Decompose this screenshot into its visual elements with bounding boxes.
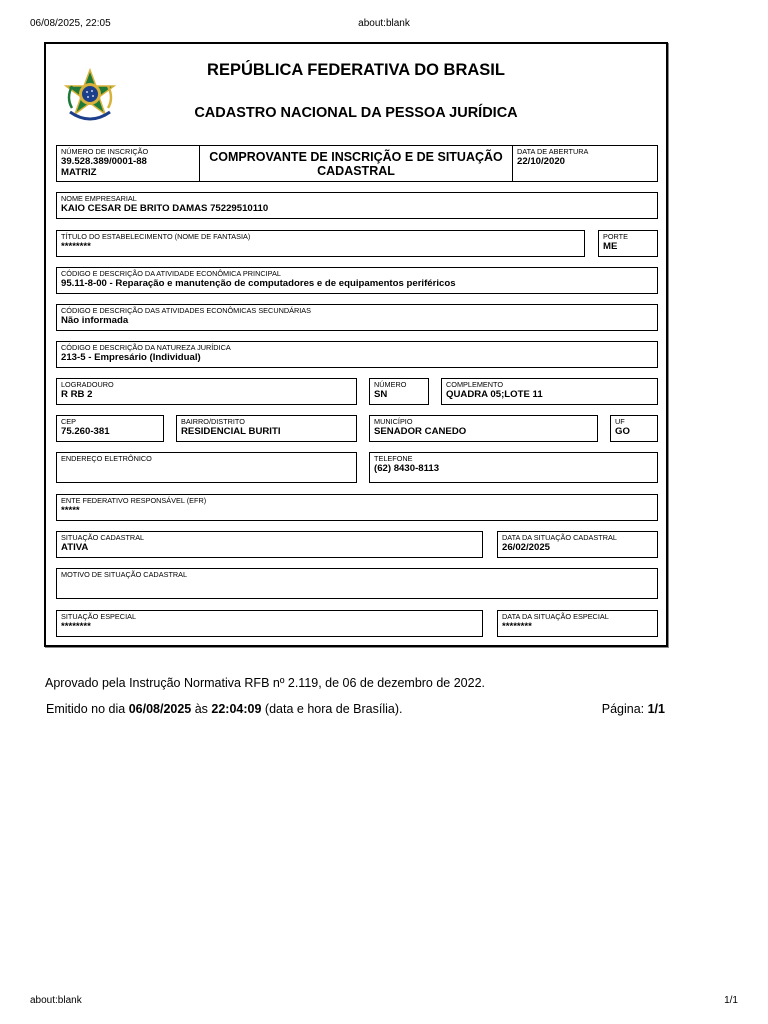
field-label: MUNICÍPIO xyxy=(374,417,413,426)
field-label: ENTE FEDERATIVO RESPONSÁVEL (EFR) xyxy=(61,496,207,505)
field-email xyxy=(56,452,357,483)
field-value: 95.11-8-00 - Reparação e manutenção de computadores e de equipamentos periféricos xyxy=(61,278,456,289)
document-subtitle: CADASTRO NACIONAL DA PESSOA JURÍDICA xyxy=(194,105,518,121)
field-extra: MATRIZ xyxy=(61,167,97,178)
field-value: GO xyxy=(615,426,630,437)
field-label: CÓDIGO E DESCRIÇÃO DA ATIVIDADE ECONÔMICA PRINCIPAL xyxy=(61,269,281,278)
field-value: ATIVA xyxy=(61,542,89,553)
emitted-suffix: (data e hora de Brasília). xyxy=(261,702,403,716)
field-value: KAIO CESAR DE BRITO DAMAS 75229510110 xyxy=(61,203,269,214)
field-value: QUADRA 05;LOTE 11 xyxy=(446,389,543,400)
field-comprovante-title xyxy=(199,145,513,182)
field-porte xyxy=(598,230,658,257)
emitted-at: às xyxy=(191,702,212,716)
field-value: ******** xyxy=(61,241,91,252)
print-header-title: about:blank xyxy=(358,18,410,29)
comprovante-title: COMPROVANTE DE INSCRIÇÃO E DE SITUAÇÃO CADASTRAL xyxy=(209,150,503,178)
field-label: CÓDIGO E DESCRIÇÃO DAS ATIVIDADES ECONÔMICAS SECUNDÁRIAS xyxy=(61,306,312,315)
field-value: Não informada xyxy=(61,315,129,326)
field-label: TÍTULO DO ESTABELECIMENTO (NOME DE FANTASIA) xyxy=(61,232,251,241)
field-label: DATA DE ABERTURA xyxy=(517,147,589,156)
field-value: SENADOR CANEDO xyxy=(374,426,467,437)
field-situacao-cadastral xyxy=(56,531,483,558)
field-abertura xyxy=(512,145,658,182)
field-label: LOGRADOURO xyxy=(61,380,114,389)
field-label: TELEFONE xyxy=(374,454,413,463)
field-efr xyxy=(56,494,658,521)
field-label: NOME EMPRESARIAL xyxy=(61,194,137,203)
field-municipio xyxy=(369,415,598,442)
emitted-text xyxy=(46,702,403,716)
field-inscricao xyxy=(56,145,200,182)
field-motivo xyxy=(56,568,658,599)
page-indicator xyxy=(602,702,665,716)
print-footer-url: about:blank xyxy=(30,995,82,1006)
field-label: PORTE xyxy=(603,232,629,241)
field-label: NÚMERO xyxy=(374,380,407,389)
field-value: 26/02/2025 xyxy=(502,542,551,553)
page-prefix: Página: xyxy=(601,702,648,716)
field-label: NÚMERO DE INSCRIÇÃO xyxy=(61,147,149,156)
field-value: 22/10/2020 xyxy=(517,156,566,167)
field-label: MOTIVO DE SITUAÇÃO CADASTRAL xyxy=(61,570,188,579)
field-data-situacao-especial xyxy=(497,610,658,637)
approved-text: Aprovado pela Instrução Normativa RFB nº 2.119, de 06 de dezembro de 2022. xyxy=(45,676,486,690)
field-numero xyxy=(369,378,429,405)
field-value: ******** xyxy=(502,621,532,632)
field-situacao-especial xyxy=(56,610,483,637)
field-value: ******** xyxy=(61,621,91,632)
emitted-date: 06/08/2025 xyxy=(128,702,192,716)
emitted-time: 22:04:09 xyxy=(211,702,262,716)
print-header-datetime: 06/08/2025, 22:05 xyxy=(30,18,111,29)
field-label: SITUAÇÃO ESPECIAL xyxy=(61,612,137,621)
field-label: CEP xyxy=(61,417,77,426)
field-value: 39.528.389/0001-88 xyxy=(61,156,147,167)
field-value: 213-5 - Empresário (Individual) xyxy=(61,352,201,363)
cnpj-certificate xyxy=(44,42,668,647)
field-value: 75.260-381 xyxy=(61,426,110,437)
print-footer-page: 1/1 xyxy=(724,995,738,1006)
page-value: 1/1 xyxy=(647,702,665,716)
document-title: REPÚBLICA FEDERATIVA DO BRASIL xyxy=(207,61,505,79)
field-value: ***** xyxy=(61,505,80,516)
field-natureza-juridica xyxy=(56,341,658,368)
field-value: RESIDENCIAL BURITI xyxy=(181,426,281,437)
field-data-situacao xyxy=(497,531,658,558)
field-bairro xyxy=(176,415,357,442)
field-label: DATA DA SITUAÇÃO ESPECIAL xyxy=(502,612,609,621)
field-label: BAIRRO/DISTRITO xyxy=(181,417,245,426)
field-value: (62) 8430-8113 xyxy=(374,463,440,474)
field-cep xyxy=(56,415,164,442)
emitted-prefix: Emitido no dia xyxy=(46,702,129,716)
field-atividade-principal xyxy=(56,267,658,294)
field-telefone xyxy=(369,452,658,483)
field-complemento xyxy=(441,378,658,405)
field-label: ENDEREÇO ELETRÔNICO xyxy=(61,454,152,463)
field-logradouro xyxy=(56,378,357,405)
field-nome xyxy=(56,192,658,219)
field-label: COMPLEMENTO xyxy=(446,380,504,389)
field-label: UF xyxy=(615,417,625,426)
field-value: SN xyxy=(374,389,388,400)
field-value: R RB 2 xyxy=(61,389,93,400)
field-fantasia xyxy=(56,230,585,257)
field-uf xyxy=(610,415,658,442)
field-label: SITUAÇÃO CADASTRAL xyxy=(61,533,145,542)
field-label: DATA DA SITUAÇÃO CADASTRAL xyxy=(502,533,617,542)
field-value: ME xyxy=(603,241,618,252)
field-label: CÓDIGO E DESCRIÇÃO DA NATUREZA JURÍDICA xyxy=(61,343,231,352)
field-atividades-secundarias xyxy=(56,304,658,331)
